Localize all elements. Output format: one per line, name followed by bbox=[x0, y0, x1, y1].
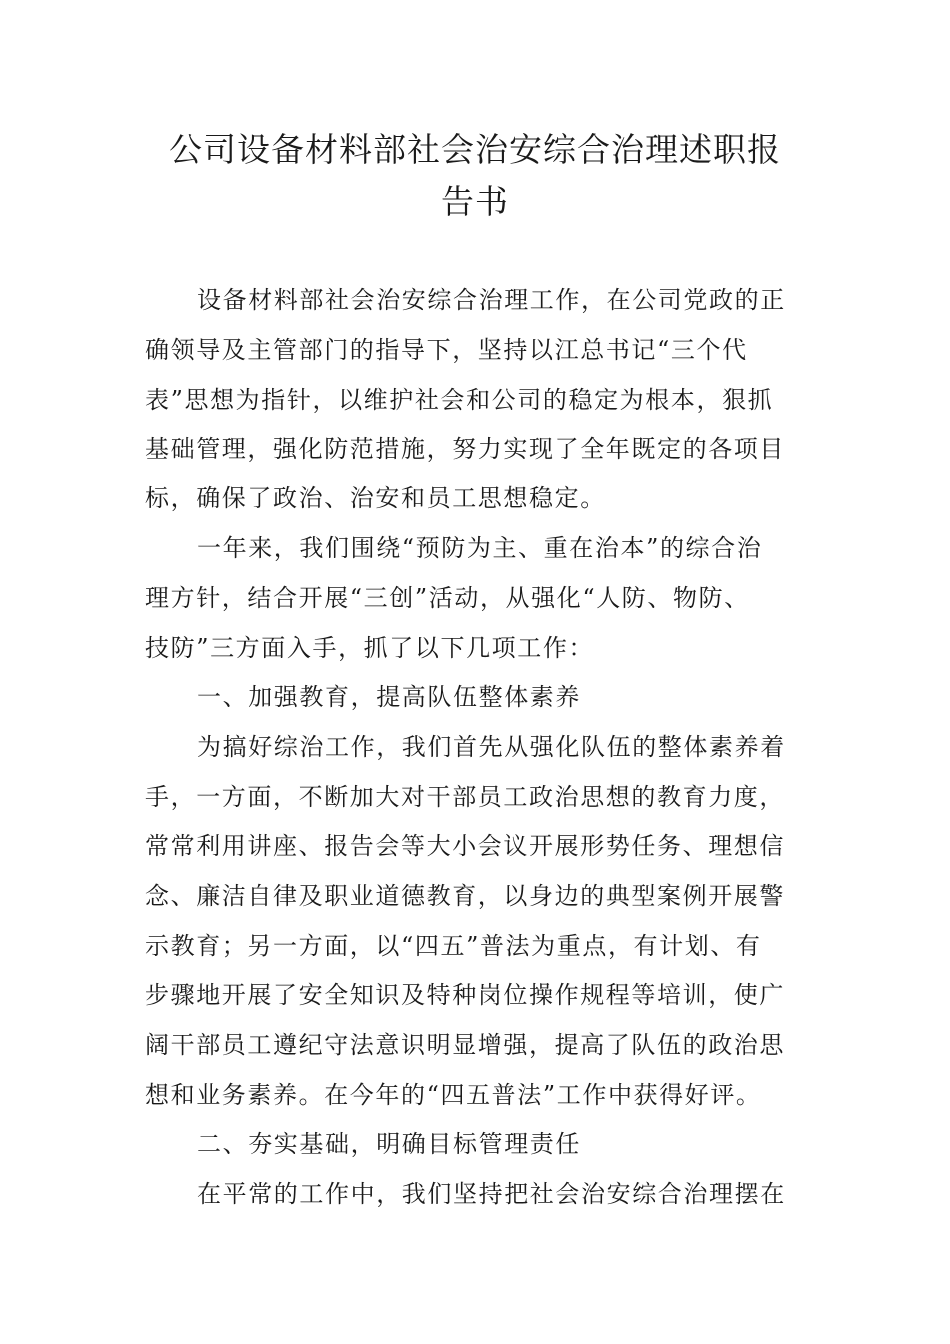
body-line-14: 示教育；另一方面，以“四五”普法为重点，有计划、有 bbox=[145, 932, 762, 960]
body-line-2: 确领导及主管部门的指导下，坚持以江总书记“三个代 bbox=[145, 336, 748, 364]
document-title-line-1: 公司设备材料部社会治安综合治理述职报 bbox=[169, 130, 781, 169]
body-line-15: 步骤地开展了安全知识及特种岗位操作规程等培训，使广 bbox=[145, 981, 785, 1009]
body-line-1: 设备材料部社会治安综合治理工作，在公司党政的正 bbox=[197, 286, 786, 314]
body-line-3: 表”思想为指针，以维护社会和公司的稳定为根本，狠抓 bbox=[145, 386, 774, 414]
section-heading-1: 一、加强教育，提高队伍整体素养 bbox=[197, 683, 581, 711]
body-line-19: 在平常的工作中，我们坚持把社会治安综合治理摆在 bbox=[197, 1180, 786, 1208]
body-line-6: 一年来，我们围绕“预防为主、重在治本”的综合治 bbox=[197, 534, 763, 562]
body-line-11: 手，一方面，不断加大对干部员工政治思想的教育力度， bbox=[145, 783, 785, 811]
document-title-line-2: 告书 bbox=[441, 182, 509, 221]
body-line-5: 标，确保了政治、治安和员工思想稳定。 bbox=[145, 484, 606, 512]
body-line-4: 基础管理，强化防范措施，努力实现了全年既定的各项目 bbox=[145, 435, 785, 463]
body-line-8: 技防”三方面入手，抓了以下几项工作： bbox=[145, 634, 595, 662]
body-line-10: 为搞好综治工作，我们首先从强化队伍的整体素养着 bbox=[197, 733, 786, 761]
body-line-12: 常常利用讲座、报告会等大小会议开展形势任务、理想信 bbox=[145, 832, 785, 860]
body-line-7: 理方针，结合开展“三创”活动，从强化“人防、物防、 bbox=[145, 584, 750, 612]
body-line-16: 阔干部员工遵纪守法意识明显增强，提高了队伍的政治思 bbox=[145, 1031, 785, 1059]
section-heading-2: 二、夯实基础，明确目标管理责任 bbox=[197, 1130, 581, 1158]
body-line-17: 想和业务素养。在今年的“四五普法”工作中获得好评。 bbox=[145, 1081, 762, 1109]
body-line-13: 念、廉洁自律及职业道德教育，以身边的典型案例开展警 bbox=[145, 882, 785, 910]
